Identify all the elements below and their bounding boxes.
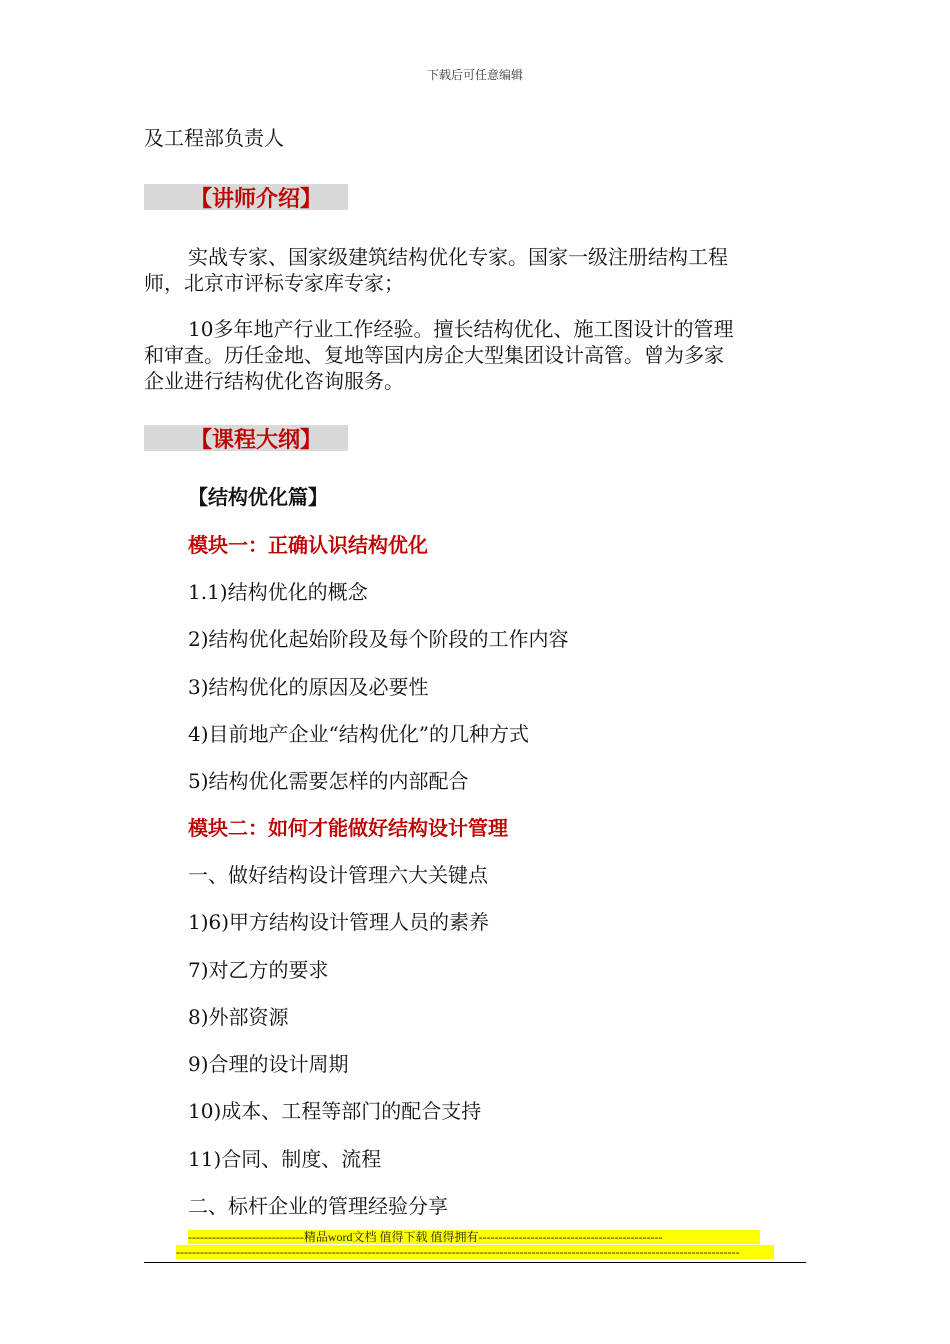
module-2-item: 7)对乙方的要求 [188,958,329,982]
outline-part-title: 【结构优化篇】 [188,485,328,509]
module-1-item: 5)结构优化需要怎样的内部配合 [188,769,469,793]
module-2-item: 11)合同、制度、流程 [188,1147,382,1171]
module-1-item: 1.1)结构优化的概念 [188,580,368,604]
module-1-title: 模块一：正确认识结构优化 [188,533,428,557]
module-1-item: 4)目前地产企业“结构优化”的几种方式 [188,722,529,746]
module-2-item: 1)6)甲方结构设计管理人员的素养 [188,910,490,934]
module-2-item: 9)合理的设计周期 [188,1052,349,1076]
teacher-para2-line3: 企业进行结构优化咨询服务。 [144,369,404,393]
module-2-title: 模块二：如何才能做好结构设计管理 [188,816,508,840]
module-2-item: 一、做好结构设计管理六大关键点 [188,863,488,887]
section-heading-teacher [144,184,348,210]
teacher-para2-line2: 和审查。历任金地、复地等国内房企大型集团设计高管。曾为多家 [144,343,724,367]
module-2-item: 10)成本、工程等部门的配合支持 [188,1099,482,1123]
module-2-item: 8)外部资源 [188,1005,289,1029]
footer-banner-line2: --------------------------------------------------------------------------------------------------------------------------------------------- [176,1245,774,1259]
section-heading-teacher-label: 【讲师介绍】 [190,187,323,212]
module-2-item: 二、标杆企业的管理经验分享 [188,1194,448,1218]
teacher-para1-line2: 师，北京市评标专家库专家； [144,271,404,295]
module-1-item: 2)结构优化起始阶段及每个阶段的工作内容 [188,627,569,651]
page-header: 下载后可任意编辑 [426,68,523,82]
intro-tail-text: 及工程部负责人 [144,126,284,150]
section-heading-outline [144,425,348,451]
teacher-para2-line1: 10多年地产行业工作经验。擅长结构优化、施工图设计的管理 [188,317,734,341]
footer-banner-line1: -----------------------------精品word文档 值得下载 值得拥有---------------------------------------------- [188,1230,760,1244]
section-heading-outline-label: 【课程大纲】 [190,428,323,453]
footer-divider [144,1262,806,1263]
module-1-item: 3)结构优化的原因及必要性 [188,675,429,699]
teacher-para1-line1: 实战专家、国家级建筑结构优化专家。国家一级注册结构工程 [188,245,728,269]
